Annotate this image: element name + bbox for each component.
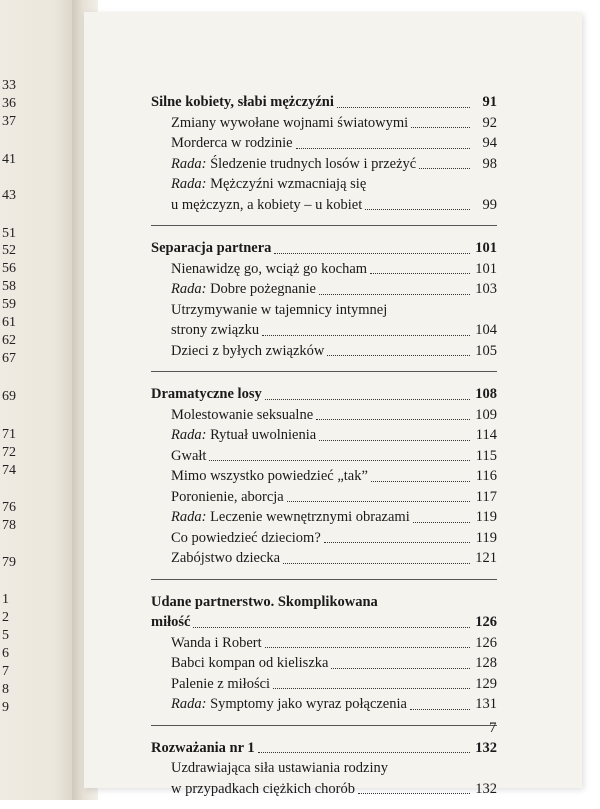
dot-leader (331, 668, 470, 669)
toc-entry-row (151, 674, 497, 695)
toc-page-number: 109 (475, 406, 497, 423)
toc-entry-title: Nienawidzę go, wciąż go kocham (171, 260, 368, 277)
toc-entry-row (151, 653, 497, 674)
toc-entry-row (151, 279, 497, 300)
dot-leader (413, 522, 470, 523)
toc-page-number: 98 (482, 155, 497, 172)
dot-leader (324, 542, 470, 543)
left-page-number: 6 (2, 646, 9, 661)
dot-leader (296, 148, 470, 149)
toc-entry-row (151, 154, 497, 175)
toc-entry-title: Dramatyczne losy (151, 386, 262, 402)
toc-entry-title: Morderca w rodzinie (171, 135, 293, 151)
dot-leader (371, 481, 470, 482)
left-page-number: 2 (2, 610, 9, 625)
rada-prefix: Rada: (171, 155, 207, 172)
dot-leader (316, 419, 470, 420)
rada-prefix: Rada: (171, 176, 207, 192)
toc-page-number: 91 (482, 94, 497, 110)
toc-entry-title: Dzieci z byłych związków (171, 342, 325, 359)
table-of-contents (151, 92, 497, 809)
rada-prefix: Rada: (171, 427, 207, 443)
toc-entry-title: miłość (151, 614, 191, 630)
toc-section (151, 738, 497, 800)
toc-entry-row (151, 633, 497, 654)
toc-section (151, 92, 497, 215)
toc-entry-title: Rozważania nr 1 (151, 739, 255, 756)
toc-entry-title: Rada: Dobre pożegnanie (171, 281, 316, 297)
toc-page-number: 114 (475, 427, 497, 443)
toc-chapter-row (151, 612, 497, 633)
left-page-number: 78 (2, 518, 16, 533)
toc-page-number: 126 (475, 634, 497, 651)
dot-leader (265, 647, 470, 648)
left-page-number: 9 (2, 700, 9, 715)
section-divider (151, 725, 497, 726)
toc-entry-row (151, 133, 497, 154)
toc-entry-first-line: Rada: Mężczyźni wzmacniają się (171, 176, 367, 192)
left-page-number: 56 (2, 261, 16, 276)
left-page-number: 72 (2, 445, 16, 460)
left-page-number: 36 (2, 96, 16, 111)
toc-page-number: 103 (475, 281, 497, 297)
toc-page-number: 126 (475, 614, 497, 630)
toc-entry-row (151, 466, 497, 487)
left-page-number: 7 (2, 664, 9, 679)
toc-entry-row (151, 195, 497, 216)
toc-entry-title: Rada: Śledzenie trudnych losów i przeżyć (171, 155, 417, 172)
toc-page-number: 128 (475, 655, 497, 671)
dot-leader (365, 209, 470, 210)
toc-entry-row (151, 341, 497, 362)
toc-page-number: 94 (482, 135, 497, 151)
left-page-number: 74 (2, 463, 16, 478)
section-divider (151, 225, 497, 226)
toc-chapter-row (151, 384, 497, 405)
left-page-number: 41 (2, 152, 16, 167)
dot-leader (319, 440, 470, 441)
toc-entry-row (151, 446, 497, 467)
toc-entry-title: Wanda i Robert (171, 634, 262, 651)
toc-entry-title: Separacja partnera (151, 240, 272, 256)
toc-page-number: 119 (475, 529, 497, 546)
toc-entry-title: Co powiedzieć dzieciom? (171, 529, 321, 546)
toc-entry-row (151, 259, 497, 280)
left-page-number: 61 (2, 315, 16, 330)
left-page-number: 51 (2, 226, 16, 241)
dot-leader (358, 793, 470, 794)
toc-entry-first-line: Utrzymywanie w tajemnicy intymnej (171, 301, 388, 318)
toc-entry-title: Palenie z miłości (171, 675, 271, 692)
dot-leader (370, 273, 470, 274)
toc-entry-row (151, 425, 497, 446)
toc-page-number: 115 (475, 447, 497, 464)
dot-leader (273, 688, 470, 689)
dot-leader (262, 335, 470, 336)
dot-leader (258, 752, 470, 753)
toc-entry-title: u mężczyzn, a kobiety – u kobiet (171, 196, 363, 213)
toc-page-number: 121 (475, 550, 497, 566)
toc-entry-title: strony związku (171, 322, 260, 338)
toc-section (151, 384, 497, 569)
dot-leader (283, 563, 470, 564)
left-page-number: 33 (2, 78, 16, 93)
toc-page-number: 117 (475, 488, 497, 505)
toc-chapter-row (151, 92, 497, 113)
toc-chapter-row (151, 738, 497, 759)
toc-entry-title: Gwałt (171, 447, 207, 464)
toc-entry-row (151, 487, 497, 508)
left-page-number: 71 (2, 427, 16, 442)
dot-leader (209, 460, 470, 461)
rada-prefix: Rada: (171, 281, 207, 297)
toc-entry-row (151, 320, 497, 341)
toc-entry-title: Rada: Leczenie wewnętrznymi obrazami (171, 509, 410, 525)
left-page-number: 62 (2, 333, 16, 348)
left-page-number: 67 (2, 351, 16, 366)
toc-entry-title: w przypadkach ciężkich chorób (171, 780, 355, 797)
toc-entry-first-line: Uzdrawiająca siła ustawiania rodziny (171, 760, 389, 776)
left-page-number: 1 (2, 592, 9, 607)
dot-leader (265, 399, 470, 400)
left-page-number: 79 (2, 555, 16, 570)
left-page-number: 43 (2, 188, 16, 203)
toc-entry-title: Mimo wszystko powiedzieć „tak” (171, 468, 368, 484)
toc-entry-row (151, 113, 497, 134)
toc-page-number: 116 (475, 468, 497, 484)
toc-page-number: 101 (475, 240, 497, 256)
toc-page-number: 104 (475, 322, 497, 338)
dot-leader (287, 501, 470, 502)
toc-chapter-row (151, 238, 497, 259)
section-divider (151, 579, 497, 580)
dot-leader (327, 355, 470, 356)
dot-leader (411, 127, 470, 128)
toc-page-number: 131 (475, 696, 497, 712)
toc-page-number: 101 (475, 260, 497, 277)
toc-page-number: 132 (475, 739, 497, 756)
left-page-number: 5 (2, 628, 9, 643)
toc-entry-title: Zmiany wywołane wojnami światowymi (171, 114, 409, 131)
dot-leader (419, 168, 470, 169)
toc-entry-title: Molestowanie seksualne (171, 406, 314, 423)
toc-entry-row (151, 507, 497, 528)
toc-page-number: 108 (475, 386, 497, 402)
dot-leader (274, 253, 470, 254)
rada-prefix: Rada: (171, 509, 207, 525)
toc-chapter-title: Udane partnerstwo. Skomplikowana (151, 593, 378, 610)
left-page-number: 76 (2, 500, 16, 515)
toc-page-number: 119 (475, 509, 497, 525)
dot-leader (193, 627, 470, 628)
toc-entry-title: Poronienie, aborcja (171, 488, 284, 505)
toc-page-number: 132 (475, 780, 497, 797)
left-page-number: 37 (2, 114, 16, 129)
toc-section (151, 238, 497, 361)
toc-page-number: 99 (482, 196, 497, 213)
toc-entry-row (151, 405, 497, 426)
toc-entry-title: Rada: Symptomy jako wyraz połączenia (171, 696, 407, 712)
toc-page-number: 105 (475, 342, 497, 359)
toc-entry-row (151, 548, 497, 569)
page-number: 7 (489, 720, 497, 736)
left-page-number: 59 (2, 297, 16, 312)
toc-entry-row (151, 528, 497, 549)
dot-leader (337, 107, 470, 108)
toc-entry-row (151, 694, 497, 715)
dot-leader (319, 294, 470, 295)
toc-entry-row (151, 779, 497, 800)
toc-section (151, 592, 497, 715)
dot-leader (410, 709, 470, 710)
left-page-number: 58 (2, 279, 16, 294)
toc-page-number: 129 (475, 675, 497, 692)
toc-entry-title: Zabójstwo dziecka (171, 550, 281, 566)
left-page-number: 52 (2, 243, 16, 258)
toc-entry-title: Babci kompan od kieliszka (171, 655, 329, 671)
rada-prefix: Rada: (171, 696, 207, 712)
toc-entry-title: Rada: Rytuał uwolnienia (171, 427, 317, 443)
left-page-number: 8 (2, 682, 9, 697)
section-divider (151, 371, 497, 372)
toc-entry-title: Silne kobiety, słabi mężczyźni (151, 94, 334, 110)
toc-page-number: 92 (482, 114, 497, 131)
left-page-number: 69 (2, 389, 16, 404)
